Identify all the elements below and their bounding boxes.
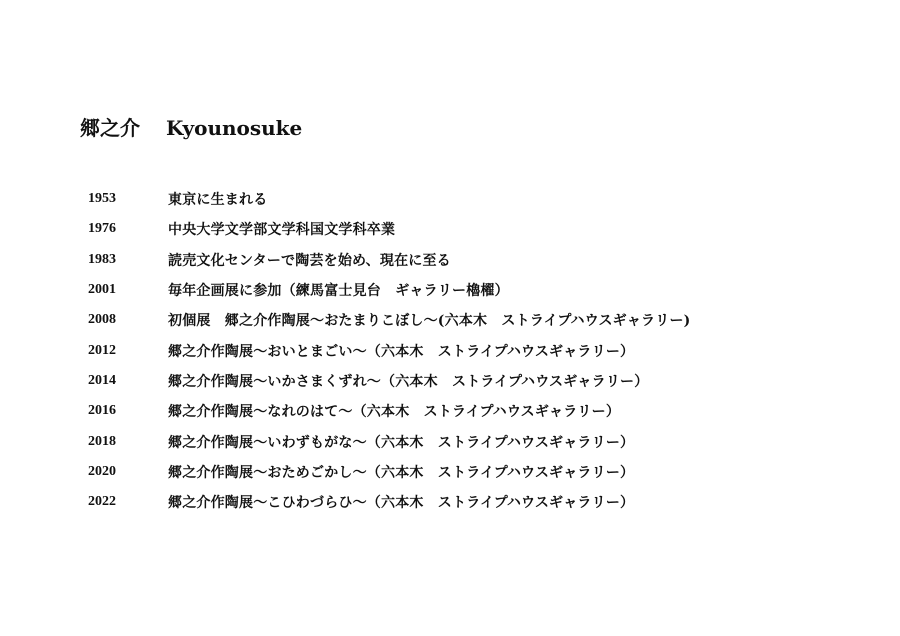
page-title	[80, 114, 302, 142]
biography-event: 郷之介作陶展～なれのはて～（六本木 ストライプハウスギャラリー）	[168, 404, 621, 421]
biography-year: 1976	[88, 221, 116, 237]
biography-row	[88, 214, 868, 244]
artist-name-jp: 郷之介	[80, 116, 140, 140]
biography-year: 2001	[88, 282, 116, 298]
biography-row	[88, 305, 868, 335]
biography-event: 読売文化センターで陶芸を始め、現在に至る	[168, 252, 451, 269]
biography-year: 2022	[88, 494, 116, 510]
biography-row	[88, 396, 868, 426]
biography-row	[88, 366, 868, 396]
biography-event: 郷之介作陶展～おためごかし～（六本木 ストライプハウスギャラリー）	[168, 464, 635, 481]
biography-year: 2008	[88, 312, 116, 328]
biography-row	[88, 245, 868, 275]
biography-year: 1953	[88, 191, 116, 207]
biography-row	[88, 487, 868, 517]
biography-year: 2016	[88, 403, 116, 419]
biography-event: 初個展 郷之介作陶展～おたまりこぼし～(六本木 ストライプハウスギャラリー)	[168, 313, 691, 330]
biography-row	[88, 275, 868, 305]
biography-row	[88, 457, 868, 487]
biography-year: 2020	[88, 463, 116, 479]
biography-list	[88, 184, 868, 517]
biography-year: 1983	[88, 251, 116, 267]
biography-event: 郷之介作陶展～おいとまごい～（六本木 ストライプハウスギャラリー）	[168, 343, 635, 360]
biography-event: 東京に生まれる	[168, 192, 268, 209]
biography-year: 2012	[88, 342, 116, 358]
biography-year: 2014	[88, 372, 116, 388]
biography-row	[88, 426, 868, 456]
biography-event: 郷之介作陶展～いかさまくずれ～（六本木 ストライプハウスギャラリー）	[168, 373, 649, 390]
biography-event: 郷之介作陶展～いわずもがな～（六本木 ストライプハウスギャラリー）	[168, 434, 635, 451]
biography-row	[88, 184, 868, 214]
biography-row	[88, 335, 868, 365]
biography-event: 郷之介作陶展～こひわづらひ～（六本木 ストライプハウスギャラリー）	[168, 495, 635, 512]
biography-event: 毎年企画展に参加（練馬富士見台 ギャラリー櫓櫂）	[168, 283, 509, 300]
biography-event: 中央大学文学部文学科国文学科卒業	[168, 222, 396, 239]
biography-year: 2018	[88, 433, 116, 449]
artist-name-en: Kyounosuke	[166, 116, 303, 140]
